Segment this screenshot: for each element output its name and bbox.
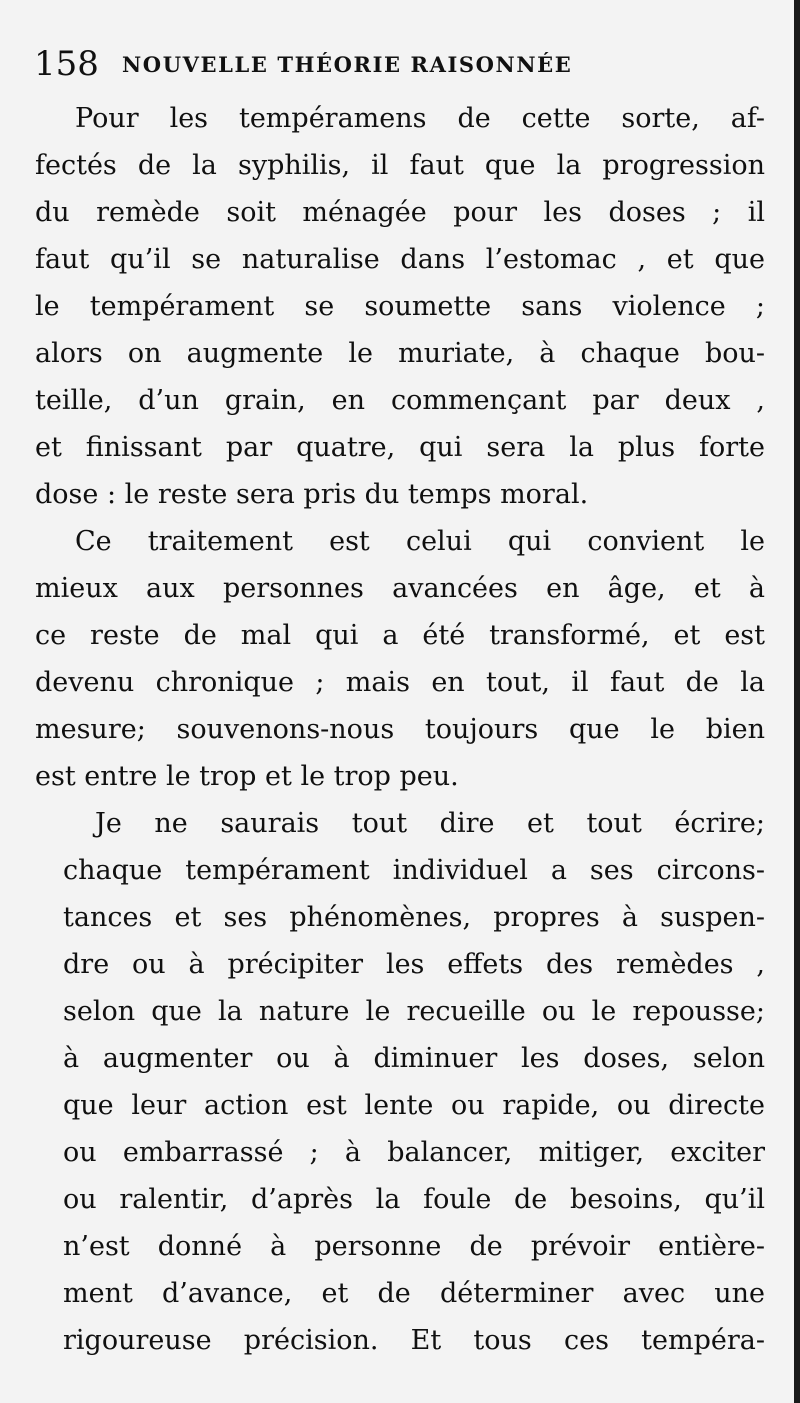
- text-line: teille, d’un grain, en commençant par deux ,: [35, 385, 765, 416]
- text-line: mesure; souvenons-nous toujours que le bien: [35, 714, 765, 745]
- text-line: ou embarrassé ; à balancer, mitiger, exciter: [63, 1137, 765, 1168]
- text-line: fectés de la syphilis, il faut que la progression: [35, 150, 765, 181]
- paragraph-1: [35, 95, 765, 518]
- text-line: n’est donné à personne de prévoir entière-: [63, 1231, 765, 1262]
- text-line: et finissant par quatre, qui sera la plus forte: [35, 432, 765, 463]
- page-number: 158: [34, 44, 99, 84]
- text-line: selon que la nature le recueille ou le repousse;: [63, 996, 765, 1027]
- text-line: mieux aux personnes avancées en âge, et à: [35, 573, 765, 604]
- running-title: NOUVELLE THÉORIE RAISONNÉE: [122, 52, 573, 77]
- text-line: Pour les tempéramens de cette sorte, af-: [75, 103, 765, 134]
- text-line: ce reste de mal qui a été transformé, et est: [35, 620, 765, 651]
- text-line: ment d’avance, et de déterminer avec une: [63, 1278, 765, 1309]
- text-line: Je ne saurais tout dire et tout écrire;: [95, 808, 765, 839]
- paragraph-3: [35, 800, 765, 1364]
- text-line: alors on augmente le muriate, à chaque bou-: [35, 338, 765, 369]
- text-line: que leur action est lente ou rapide, ou directe: [63, 1090, 765, 1121]
- body-text: [35, 95, 765, 1364]
- page-edge-shadow: [794, 0, 800, 1403]
- text-line: dre ou à précipiter les effets des remèdes ,: [63, 949, 765, 980]
- paragraph-2: [35, 518, 765, 800]
- text-line: dose : le reste sera pris du temps moral.: [35, 479, 589, 510]
- text-line: Ce traitement est celui qui convient le: [75, 526, 765, 557]
- text-line: faut qu’il se naturalise dans l’estomac , et que: [35, 244, 765, 275]
- text-line: chaque tempérament individuel a ses circons-: [63, 855, 765, 886]
- text-line: tances et ses phénomènes, propres à suspen-: [63, 902, 765, 933]
- text-line: le tempérament se soumette sans violence ;: [35, 291, 765, 322]
- text-line: est entre le trop et le trop peu.: [35, 761, 459, 792]
- text-line: à augmenter ou à diminuer les doses, selon: [63, 1043, 765, 1074]
- text-line: rigoureuse précision. Et tous ces tempéra-: [63, 1325, 765, 1356]
- text-line: ou ralentir, d’après la foule de besoins, qu’il: [63, 1184, 765, 1215]
- text-line: du remède soit ménagée pour les doses ; il: [35, 197, 765, 228]
- running-head: [30, 40, 770, 90]
- text-line: devenu chronique ; mais en tout, il faut de la: [35, 667, 765, 698]
